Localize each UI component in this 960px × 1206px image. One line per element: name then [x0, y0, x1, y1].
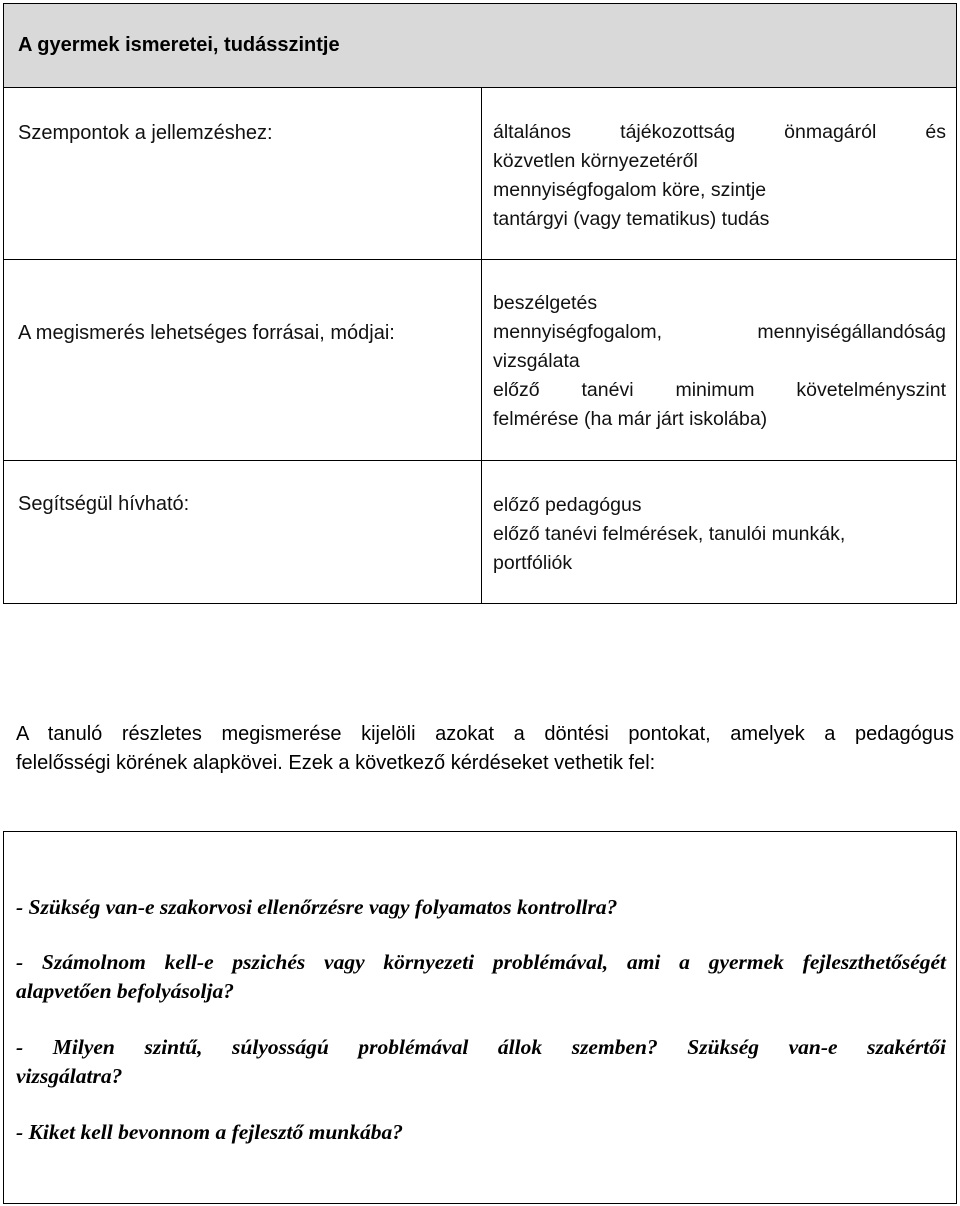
question-line: - Kiket kell bevonnom a fejlesztő munkába? — [16, 1120, 403, 1144]
section-header — [3, 3, 957, 88]
question-line: - Szükség van-e szakorvosi ellenőrzésre vagy folyamatos kontrollra? — [16, 895, 618, 919]
content-line: tantárgyi (vagy tematikus) tudás — [493, 208, 770, 230]
question-line: - Számolnom kell-e pszichés vagy környezeti problémával, ami a gyermek fejleszthetőségét — [16, 950, 946, 974]
paragraph-line: A tanuló részletes megismerése kijelöli azokat a döntési pontokat, amelyek a pedagógus — [16, 723, 954, 745]
content-line: közvetlen környezetéről — [493, 150, 698, 172]
table-row-label: Segítségül hívható: — [18, 493, 190, 515]
question-item — [16, 1033, 946, 1091]
content-line: portfóliók — [493, 552, 573, 574]
question-item — [16, 948, 946, 1006]
table-row-content — [493, 289, 946, 434]
content-line: általános tájékozottság önmagáról és — [493, 121, 946, 143]
content-line: vizsgálata — [493, 350, 580, 372]
content-line: beszélgetés — [493, 292, 598, 314]
content-line: előző tanévi felmérések, tanulói munkák, — [493, 523, 846, 545]
table-row-label: Szempontok a jellemzéshez: — [18, 122, 273, 144]
table-row-label: A megismerés lehetséges forrásai, módjai: — [18, 322, 395, 344]
intro-paragraph — [16, 720, 954, 778]
question-item — [16, 893, 946, 922]
question-line: - Milyen szintű, súlyosságú problémával állok szemben? Szükség van-e szakértői — [16, 1035, 946, 1059]
content-line: előző pedagógus — [493, 494, 642, 516]
question-line: vizsgálatra? — [16, 1064, 123, 1088]
content-line: előző tanévi minimum követelményszint — [493, 379, 946, 401]
column-divider — [481, 88, 482, 603]
paragraph-line: felelősségi körének alapkövei. Ezek a következő kérdéseket vethetik fel: — [16, 752, 656, 774]
content-line: mennyiségfogalom köre, szintje — [493, 179, 767, 201]
content-line: mennyiségfogalom, mennyiségállandóság — [493, 321, 946, 343]
table-row-content — [493, 118, 946, 234]
page-title: A gyermek ismeretei, tudásszintje — [18, 34, 340, 56]
table-row-content — [493, 491, 946, 578]
row-divider — [4, 460, 956, 461]
row-divider — [4, 259, 956, 260]
question-line: alapvetően befolyásolja? — [16, 979, 234, 1003]
content-line: felmérése (ha már járt iskolába) — [493, 408, 768, 430]
questions-box — [3, 831, 957, 1204]
question-item — [16, 1118, 946, 1147]
criteria-table — [3, 87, 957, 604]
question-list — [16, 893, 946, 1147]
